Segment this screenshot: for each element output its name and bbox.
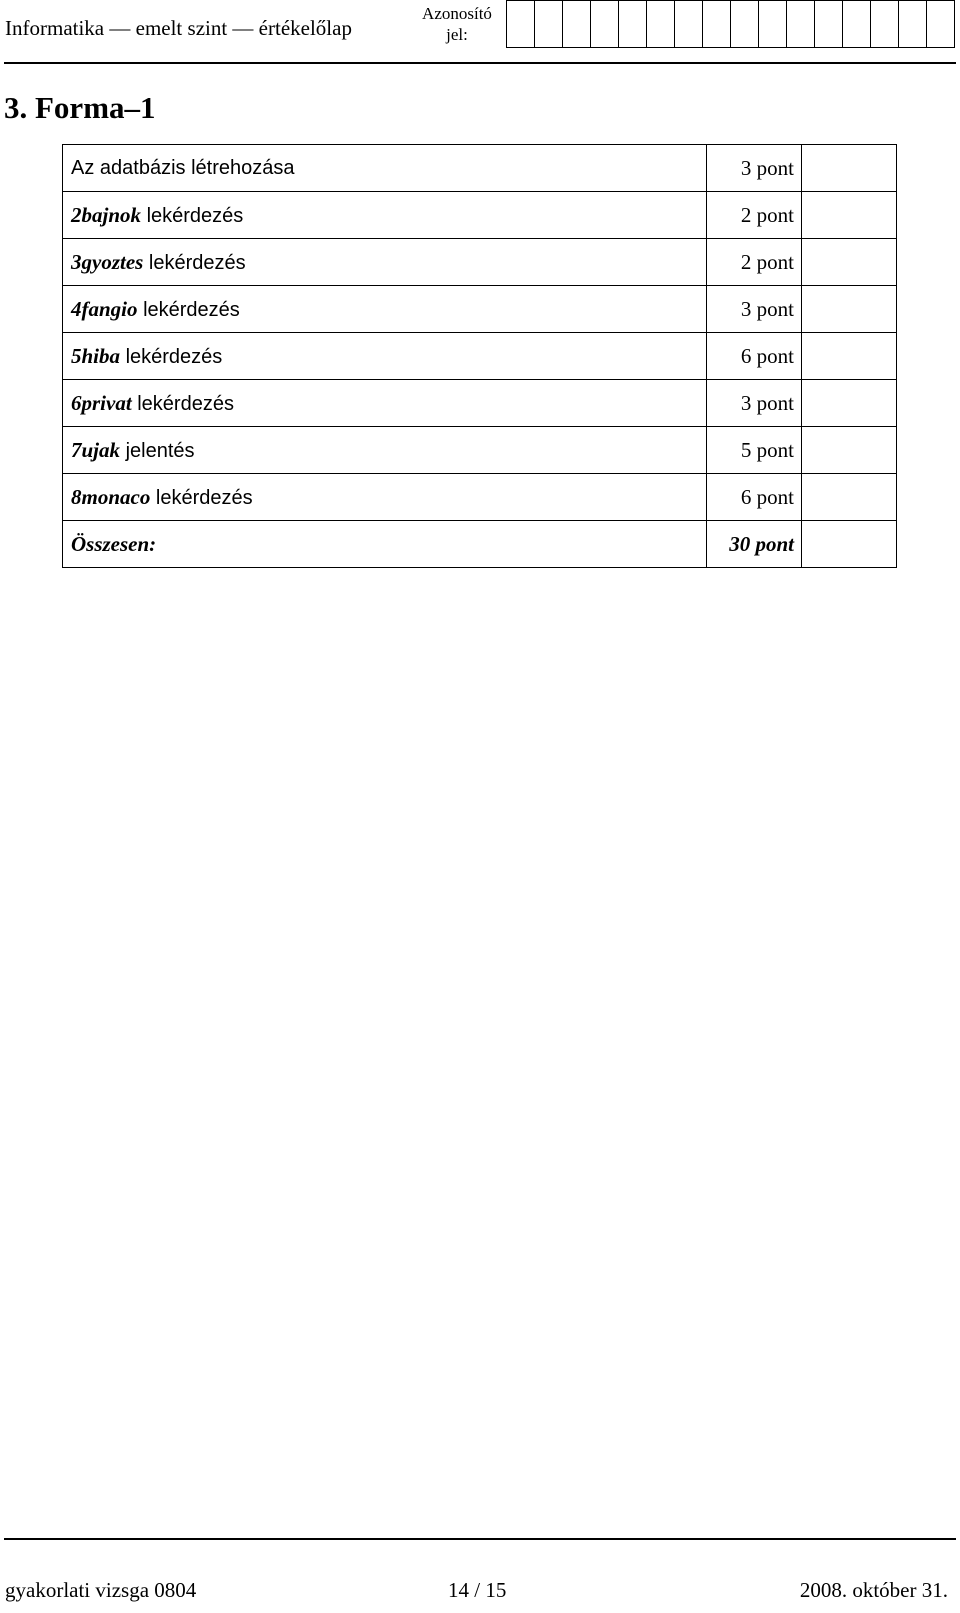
id-code-boxes [506, 0, 955, 48]
task-cell [63, 192, 707, 239]
score-table [62, 144, 897, 568]
id-code-box[interactable] [506, 0, 535, 48]
task-name: 6privat [71, 390, 132, 415]
id-code-box[interactable] [590, 0, 619, 48]
awarded-total-cell[interactable] [802, 521, 897, 568]
id-code-box[interactable] [702, 0, 731, 48]
task-cell [63, 333, 707, 380]
task-description: lekérdezés [120, 345, 223, 368]
task-name: 4fangio [71, 296, 138, 321]
id-code-box[interactable] [562, 0, 591, 48]
id-code-box[interactable] [758, 0, 787, 48]
awarded-points-cell[interactable] [802, 192, 897, 239]
id-label [418, 3, 496, 45]
task-cell [63, 286, 707, 333]
task-name: 7ujak [71, 437, 121, 462]
table-row [63, 286, 897, 333]
footer-divider [4, 1538, 956, 1540]
table-row [63, 145, 897, 192]
task-cell [63, 145, 707, 192]
awarded-points-cell[interactable] [802, 380, 897, 427]
id-code-box[interactable] [926, 0, 955, 48]
task-cell [63, 474, 707, 521]
task-description: Az adatbázis létrehozása [71, 156, 295, 179]
id-code-box[interactable] [646, 0, 675, 48]
awarded-points-cell[interactable] [802, 333, 897, 380]
awarded-points-cell[interactable] [802, 145, 897, 192]
max-points-cell: 3 pont [707, 380, 802, 427]
id-code-box[interactable] [618, 0, 647, 48]
id-code-box[interactable] [870, 0, 899, 48]
total-row [63, 521, 897, 568]
max-points-cell: 6 pont [707, 333, 802, 380]
table-row [63, 474, 897, 521]
awarded-points-cell[interactable] [802, 474, 897, 521]
id-code-box[interactable] [842, 0, 871, 48]
header-title: Informatika — emelt szint — értékelőlap [5, 16, 352, 40]
max-points-cell: 6 pont [707, 474, 802, 521]
max-points-cell: 3 pont [707, 145, 802, 192]
task-description: lekérdezés [150, 486, 253, 509]
page-header [0, 0, 960, 66]
header-divider [4, 62, 956, 64]
task-description: lekérdezés [137, 298, 240, 321]
task-name: 5hiba [71, 343, 121, 368]
awarded-points-cell[interactable] [802, 286, 897, 333]
id-code-box[interactable] [814, 0, 843, 48]
total-points: 30 pont [707, 521, 802, 568]
task-cell [63, 380, 707, 427]
id-code-box[interactable] [898, 0, 927, 48]
task-cell [63, 239, 707, 286]
table-row [63, 333, 897, 380]
footer-exam-name: gyakorlati vizsga 0804 [5, 1578, 197, 1602]
task-description: lekérdezés [131, 392, 234, 415]
id-label-line1: Azonosító [422, 4, 492, 23]
max-points-cell: 5 pont [707, 427, 802, 474]
task-name: 8monaco [71, 484, 151, 509]
table-row [63, 192, 897, 239]
id-code-box[interactable] [786, 0, 815, 48]
task-cell [63, 427, 707, 474]
table-row [63, 239, 897, 286]
footer-page-number: 14 / 15 [448, 1578, 507, 1602]
id-code-box[interactable] [534, 0, 563, 48]
table-row [63, 380, 897, 427]
id-code-box[interactable] [674, 0, 703, 48]
awarded-points-cell[interactable] [802, 427, 897, 474]
max-points-cell: 2 pont [707, 192, 802, 239]
task-description: lekérdezés [141, 204, 244, 227]
task-description: jelentés [120, 439, 195, 462]
awarded-points-cell[interactable] [802, 239, 897, 286]
task-description: lekérdezés [143, 251, 246, 274]
footer-date: 2008. október 31. [799, 1578, 948, 1602]
table-row [63, 427, 897, 474]
task-name: 3gyoztes [71, 249, 144, 274]
max-points-cell: 3 pont [707, 286, 802, 333]
max-points-cell: 2 pont [707, 239, 802, 286]
score-table-body [63, 145, 897, 568]
task-name: 2bajnok [71, 202, 142, 227]
section-title: 3. Forma–1 [4, 90, 156, 125]
total-label: Összesen: [63, 521, 707, 568]
id-label-line2: jel: [446, 25, 468, 44]
id-code-box[interactable] [730, 0, 759, 48]
